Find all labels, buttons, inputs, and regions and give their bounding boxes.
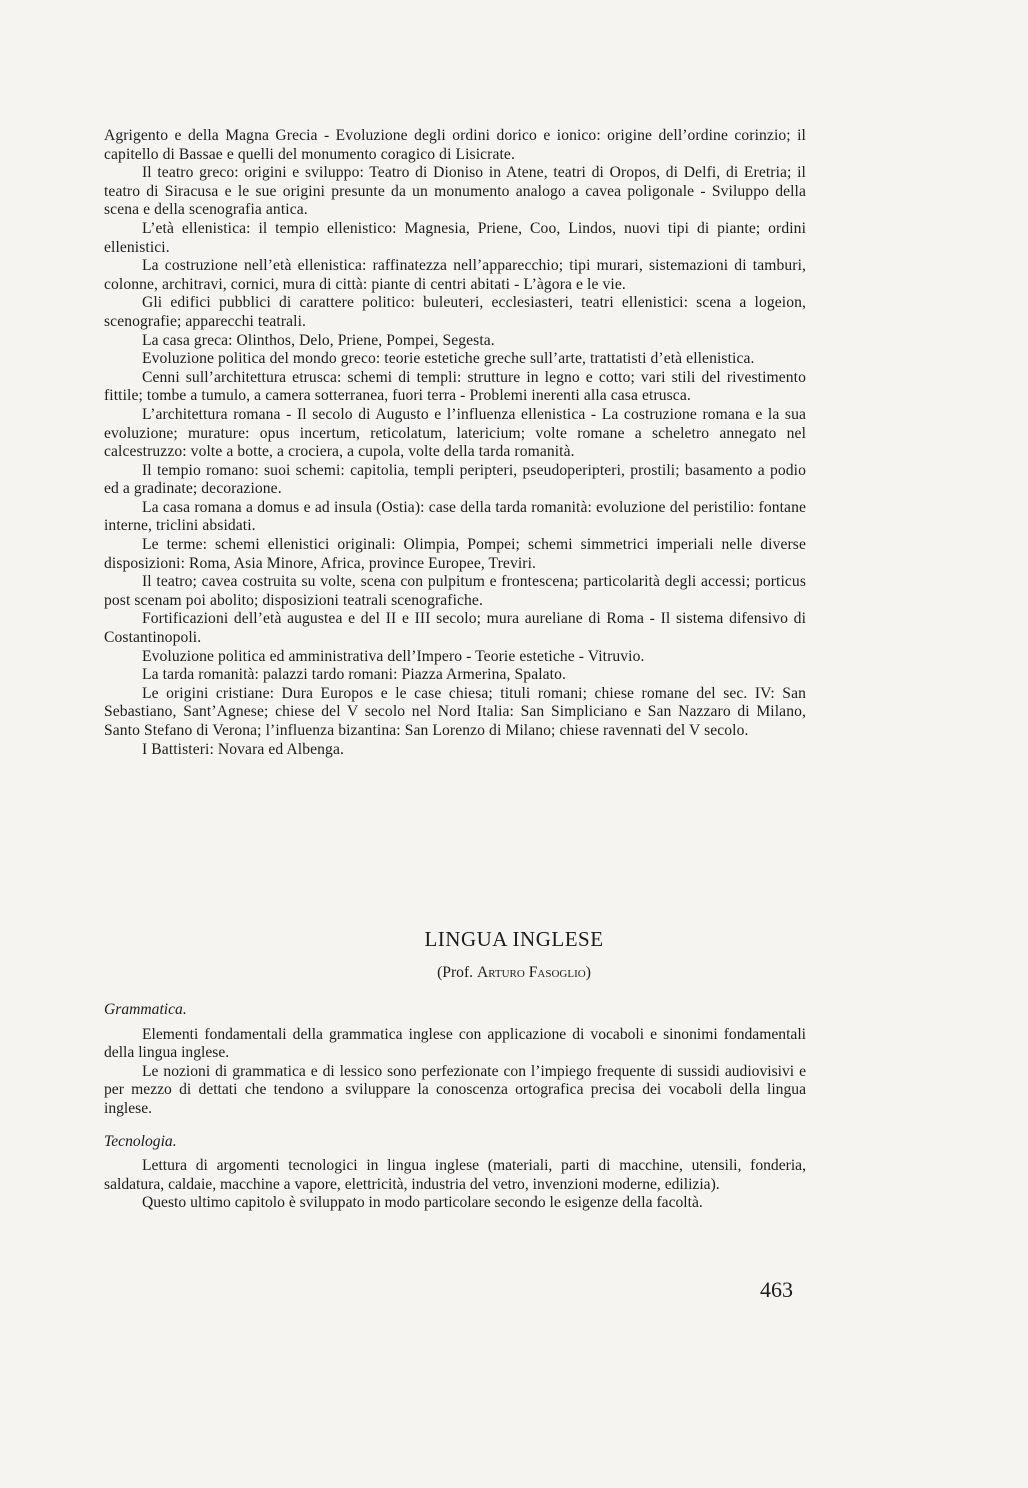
- professor-line: [0, 964, 1028, 982]
- paragraph: I Battisteri: Novara ed Albenga.: [142, 740, 344, 758]
- paragraph: La casa greca: Olinthos, Delo, Priene, Pompei, Segesta.: [142, 331, 495, 349]
- paragraph: Elementi fondamentali della grammatica inglese con applicazione di vocaboli e sinonimi fondamentali della lingua inglese.: [104, 1025, 806, 1062]
- subheading-grammatica: Grammatica.: [104, 1001, 187, 1018]
- upper-text-block: [104, 127, 806, 759]
- page-number: 463: [760, 1277, 793, 1302]
- paragraph: Il teatro; cavea costruita su volte, scena con pulpitum e frontescena; particolarità degli accessi; porticus post scenam poi abolito; disposizioni teatrali scenografiche.: [104, 573, 806, 609]
- paragraph: Le nozioni di grammatica e di lessico sono perfezionate con l’impiego frequente di sussidi audiovisivi e per mezzo di dettati che tendono a sviluppare la conoscenza ortografica precisa dei vocaboli della lingua inglese.: [104, 1062, 806, 1117]
- professor-last-name: Fasoglio: [528, 964, 586, 981]
- paragraph: La tarda romanità: palazzi tardo romani: Piazza Armerina, Spalato.: [142, 666, 566, 684]
- paragraph: Agrigento e della Magna Grecia - Evoluzione degli ordini dorico e ionico: origine dell’ordine corinzio; il capitello di Bassae e quelli del monumento coragico di Lisicrate.: [104, 127, 806, 163]
- paragraph: L’età ellenistica: il tempio ellenistico: Magnesia, Priene, Coo, Lindos, nuovi tipi di piante; ordini ellenistici.: [104, 219, 806, 256]
- professor-suffix: ): [585, 964, 591, 981]
- section-title: LINGUA INGLESE: [424, 927, 604, 951]
- professor-prefix: (Prof.: [437, 964, 474, 981]
- paragraph: L’architettura romana - Il secolo di Augusto e l’influenza ellenistica - La costruzione romana e la sua evoluzione; murature: opus incertum, reticolatum, latericium; volte romane a scheletro annegato nel calcestruzzo: volte a botte, a crociera, a cupola, volte della tarda romanità.: [104, 405, 806, 461]
- professor-first-name: Arturo: [476, 964, 525, 981]
- paragraph: Evoluzione politica del mondo greco: teorie estetiche greche sull’arte, trattatisti d’età ellenistica.: [142, 350, 755, 368]
- paragraph: Cenni sull’architettura etrusca: schemi di templi: strutture in legno e cotto; vari stili del rivestimento fittile; tombe a tumulo, a camera sotterranea, fuori terra - Problemi inerenti alla casa etrusca.: [104, 368, 806, 405]
- paragraph: Il tempio romano: suoi schemi: capitolia, templi peripteri, pseudoperipteri, prostili; basamento a podio ed a gradinate; decorazione.: [104, 461, 806, 498]
- paragraph: Evoluzione politica ed amministrativa dell’Impero - Teorie estetiche - Vitruvio.: [142, 647, 645, 665]
- paragraph: Gli edifici pubblici di carattere politico: buleuteri, ecclesiasteri, teatri ellenistici: scena a logeion, scenografie; apparecchi teatrali.: [104, 294, 806, 330]
- paragraph: Le terme: schemi ellenistici originali: Olimpia, Pompei; schemi simmetrici imperiali nelle diverse disposizioni: Roma, Asia Minore, Africa, province Europee, Treviri.: [104, 536, 806, 572]
- paragraph: Fortificazioni dell’età augustea e del II e III secolo; mura aureliane di Roma - Il sistema difensivo di Costantinopoli.: [104, 610, 806, 647]
- paragraph: Le origini cristiane: Dura Europos e le case chiesa; tituli romani; chiese romane del sec. IV: San Sebastiano, Sant’Agnese; chiese del V secolo nel Nord Italia: San Simpliciano e San Nazzaro di Milano, Santo Stefano di Verona; l’influenza bizantina: San Lorenzo di Milano; chiese ravennati del V secolo.: [104, 684, 806, 739]
- paragraph: Lettura di argomenti tecnologici in lingua inglese (materiali, parti di macchine, utensili, fonderia, saldatura, caldaie, macchine a vapore, elettricità, industria del vetro, invenzioni moderne, edilizia).: [104, 1157, 806, 1193]
- paragraph: La casa romana a domus e ad insula (Ostia): case della tarda romanità: evoluzione del peristilio: fontane interne, triclini absidati.: [104, 498, 806, 535]
- lower-text-block: [104, 1001, 806, 1213]
- paragraph: Il teatro greco: origini e sviluppo: Teatro di Dioniso in Atene, teatri di Oropos, di Delfi, di Eretria; il teatro di Siracusa e le sue origini presunte da un monumento analogo a cavea poligonale - Sviluppo della scena e della scenografia antica.: [104, 164, 806, 219]
- paragraph: La costruzione nell’età ellenistica: raffinatezza nell’apparecchio; tipi murari, sistemazioni di tamburi, colonne, architravi, cornici, mura di città: piante di centri abitati - L’àgora e le vie.: [104, 257, 806, 293]
- paragraph: Questo ultimo capitolo è sviluppato in modo particolare secondo le esigenze della facoltà.: [142, 1194, 703, 1212]
- subheading-tecnologia: Tecnologia.: [104, 1132, 177, 1150]
